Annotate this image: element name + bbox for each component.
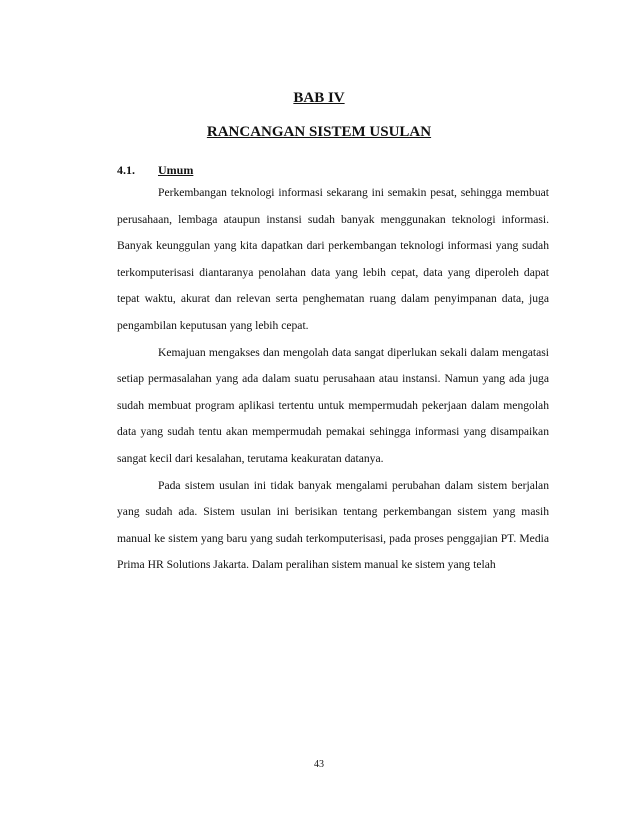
section-heading — [117, 162, 193, 178]
section-name: Umum — [158, 163, 194, 177]
paragraph: Kemajuan mengakses dan mengolah data sangat diperlukan sekali dalam mengatasi setiap permasalahan yang ada dalam suatu perusahaan atau instansi. Namun yang ada juga sudah membuat program aplikasi tertentu untuk mempermudah pekerjaan dalam mengolah data yang sudah tentu akan mempermudah pemakai sehingga informasi yang disampaikan sangat kecil dari kesalahan, terutama keakuratan datanya. — [117, 345, 549, 465]
chapter-title: RANCANGAN SISTEM USULAN — [206, 124, 432, 140]
paragraph: Perkembangan teknologi informasi sekarang ini semakin pesat, sehingga membuat perusahaan, lembaga ataupun instansi sudah banyak menggunakan teknologi informasi. Banyak keunggulan yang kita dapatkan dari perkembangan teknologi informasi yang sudah terkomputerisasi diantaranya penolahan data yang lebih cepat, data yang diperoleh dapat tepat waktu, akurat dan relevan serta penghematan ruang dalam penyimpanan data, juga pengambilan keputusan yang lebih cepat. — [117, 186, 549, 332]
paragraph: Pada sistem usulan ini tidak banyak mengalami perubahan dalam sistem berjalan yang sudah ada. Sistem usulan ini berisikan tentang perkembangan sistem yang masih manual ke sistem yang baru yang sudah terkomputerisasi, pada proses penggajian PT. Media Prima HR Solutions Jakarta. Dalam peralihan sistem manual ke sistem yang telah — [117, 478, 549, 572]
chapter-heading: BAB IV — [293, 90, 345, 106]
section-number: 4.1. — [117, 163, 135, 177]
page-number: 43 — [314, 759, 324, 770]
body-text — [117, 180, 549, 579]
